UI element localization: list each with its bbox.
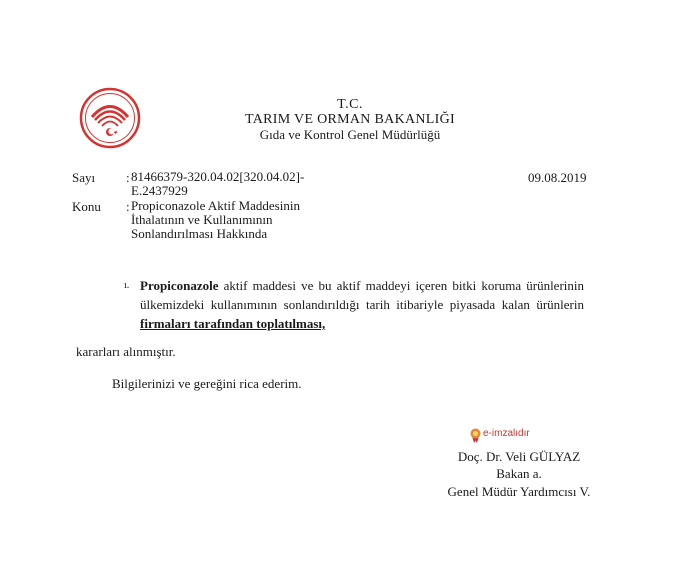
decision-paragraph bbox=[140, 276, 584, 333]
header-directorate: Gıda ve Kontrol Genel Müdürlüğü bbox=[259, 127, 441, 142]
paragraph-line-3 bbox=[140, 314, 584, 333]
recall-statement: firmaları tarafından toplatılması, bbox=[140, 316, 326, 331]
header-ministry: TARIM VE ORMAN BAKANLIĞI bbox=[245, 112, 455, 127]
ministry-emblem-icon bbox=[78, 84, 142, 152]
paragraph-line-1 bbox=[140, 276, 584, 295]
sayi-colon: : bbox=[126, 170, 130, 185]
decision-text: kararları alınmıştır. bbox=[76, 344, 176, 359]
konu-line3: Sonlandırılması Hakkında bbox=[131, 226, 268, 241]
signatory-name: Doç. Dr. Veli GÜLYAZ bbox=[457, 449, 581, 464]
paragraph-line-2: ülkemizdeki kullanımının sonlandırıldığı tarih itibariyle piyasada kalan ürünlerin bbox=[140, 297, 584, 312]
signatory-title-2: Genel Müdür Yardımcısı V. bbox=[447, 484, 591, 499]
active-substance-name: Propiconazole bbox=[140, 278, 219, 293]
e-signature-badge bbox=[483, 428, 530, 439]
rosette-seal-icon bbox=[470, 428, 481, 443]
konu-colon: : bbox=[126, 199, 130, 214]
signatory-title-1: Bakan a. bbox=[496, 466, 542, 481]
closing-text: Bilgilerinizi ve gereğini rica ederim. bbox=[112, 376, 302, 391]
document-date: 09.08.2019 bbox=[528, 170, 587, 185]
sayi-label: Sayı bbox=[72, 170, 96, 185]
list-bullet: ı. bbox=[124, 280, 130, 291]
paragraph-line-1-rest: aktif maddesi ve bu aktif maddeyi içeren bitki koruma ürünlerinin bbox=[223, 278, 584, 293]
konu-line1: Propiconazole Aktif Maddesinin bbox=[131, 198, 300, 213]
konu-label: Konu bbox=[72, 199, 101, 214]
sayi-value-line2: E.2437929 bbox=[131, 183, 188, 198]
header-republic: T.C. bbox=[337, 97, 363, 112]
konu-line2: İthalatının ve Kullanımının bbox=[131, 212, 273, 227]
sayi-value-line1: 81466379-320.04.02[320.04.02]- bbox=[131, 169, 305, 184]
e-signature-label: e-imzalıdır bbox=[483, 428, 530, 439]
